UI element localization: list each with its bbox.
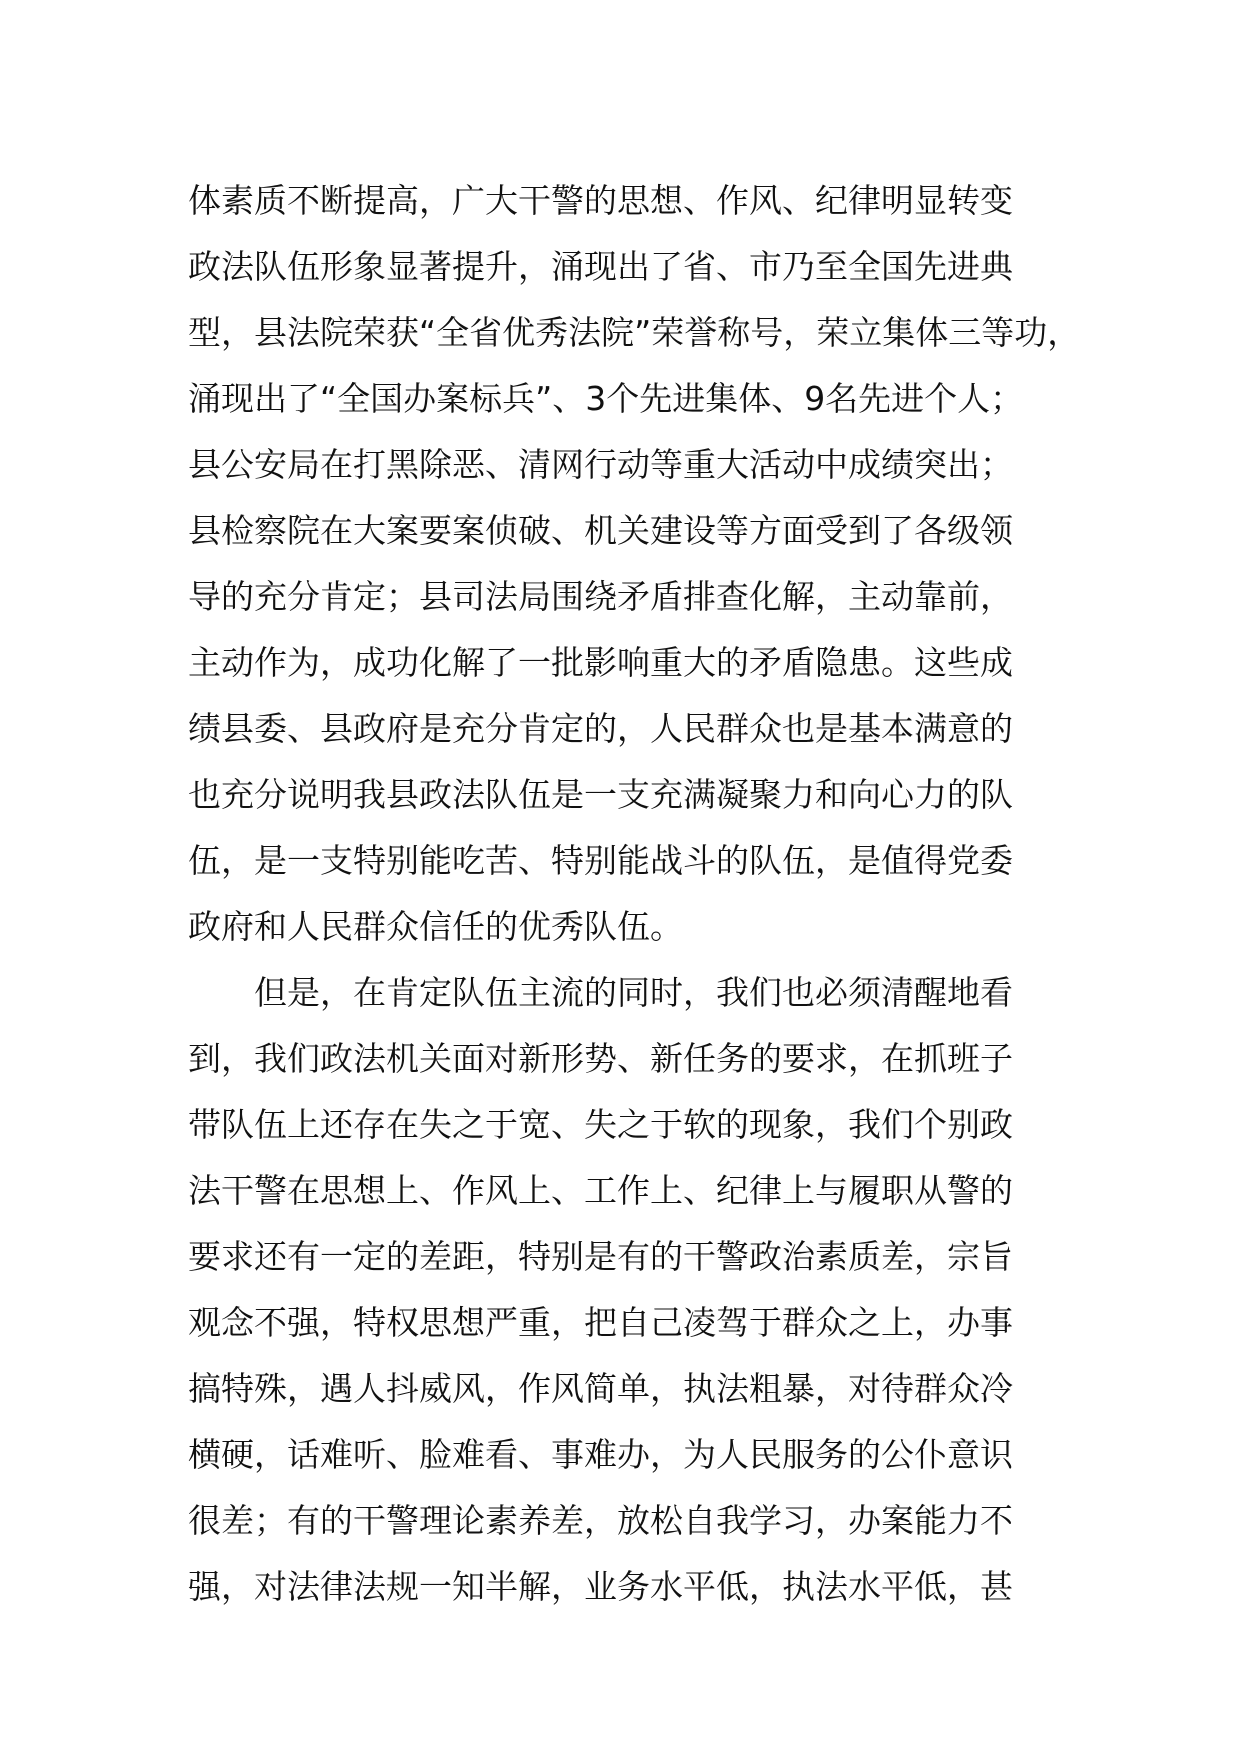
- text-line: 政法队伍形象显著提升，涌现出了省、市乃至全国先进典: [188, 247, 1013, 286]
- text-line: 横硬，话难听、脸难看、事难办，为人民服务的公仆意识: [188, 1435, 1013, 1474]
- text-line: 很差；有的干警理论素养差，放松自我学习，办案能力不: [188, 1501, 1013, 1540]
- text-line: 县公安局在打黑除恶、清网行动等重大活动中成绩突出；: [188, 445, 1013, 484]
- text-line: 观念不强，特权思想严重，把自己凌驾于群众之上，办事: [188, 1303, 1013, 1342]
- paragraph-start-line: 但是，在肯定队伍主流的同时，我们也必须清醒地看: [254, 973, 1013, 1012]
- text-line: 型，县法院荣获“全省优秀法院”荣誉称号，荣立集体三等功，: [188, 313, 1081, 352]
- text-line: 也充分说明我县政法队伍是一支充满凝聚力和向心力的队: [188, 775, 1013, 814]
- text-line: 强，对法律法规一知半解，业务水平低，执法水平低，甚: [188, 1567, 1013, 1606]
- text-line: 涌现出了“全国办案标兵”、3个先进集体、9名先进个人；: [188, 379, 1024, 418]
- text-line: 要求还有一定的差距，特别是有的干警政治素质差，宗旨: [188, 1237, 1013, 1276]
- text-line: 主动作为，成功化解了一批影响重大的矛盾隐患。这些成: [188, 643, 1013, 682]
- text-line: 法干警在思想上、作风上、工作上、纪律上与履职从警的: [188, 1171, 1013, 1210]
- text-line: 体素质不断提高，广大干警的思想、作风、纪律明显转变: [188, 181, 1013, 220]
- text-line: 伍，是一支特别能吃苦、特别能战斗的队伍，是值得党委: [188, 841, 1013, 880]
- body-text: [188, 168, 1081, 1620]
- text-line: 带队伍上还存在失之于宽、失之于软的现象，我们个别政: [188, 1105, 1013, 1144]
- text-line: 导的充分肯定；县司法局围绕矛盾排查化解，主动靠前，: [188, 577, 1013, 616]
- text-line: 绩县委、县政府是充分肯定的，人民群众也是基本满意的: [188, 709, 1013, 748]
- text-line: 政府和人民群众信任的优秀队伍。: [188, 907, 683, 946]
- text-line: 到，我们政法机关面对新形势、新任务的要求，在抓班子: [188, 1039, 1013, 1078]
- text-line: 县检察院在大案要案侦破、机关建设等方面受到了各级领: [188, 511, 1013, 550]
- text-line: 搞特殊，遇人抖威风，作风简单，执法粗暴，对待群众冷: [188, 1369, 1013, 1408]
